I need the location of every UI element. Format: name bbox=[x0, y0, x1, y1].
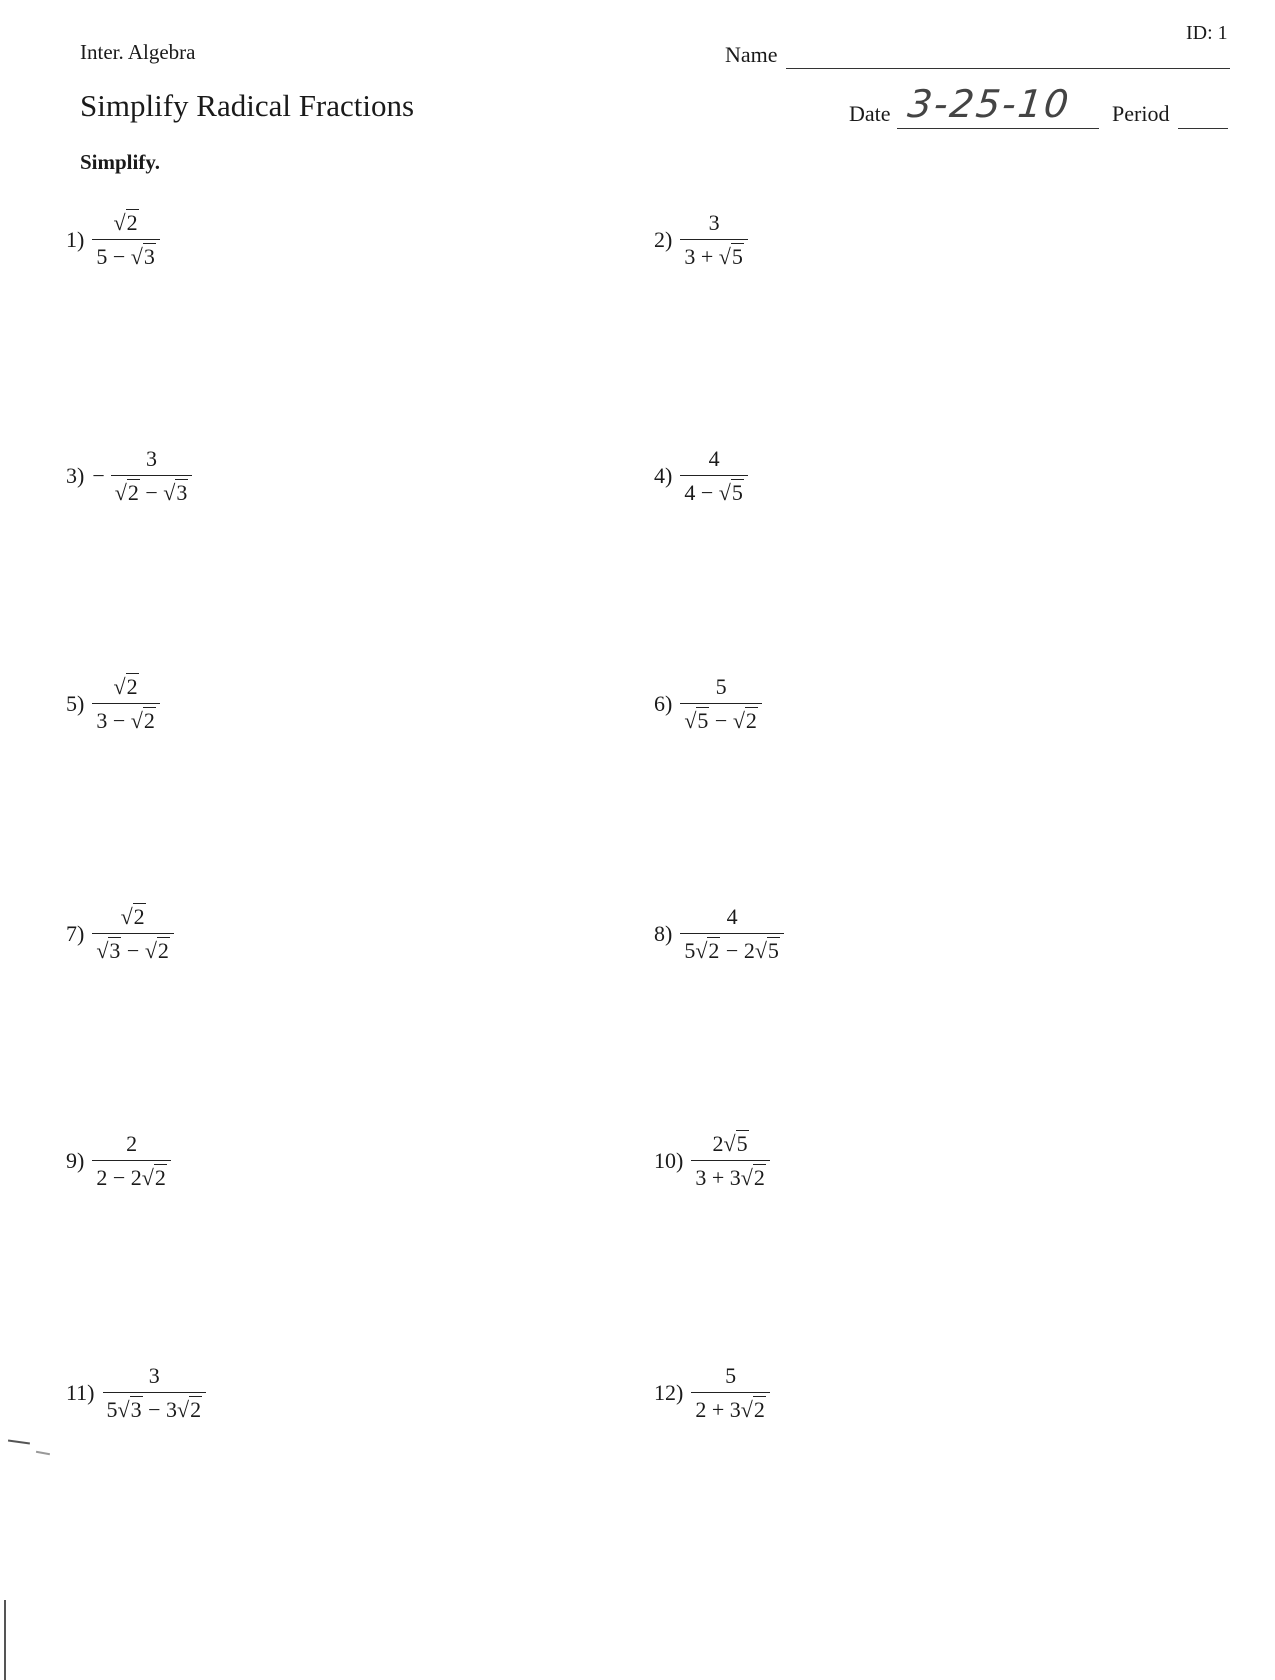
term-text: 3 bbox=[708, 210, 720, 235]
radical bbox=[724, 1131, 749, 1156]
radical bbox=[96, 938, 121, 963]
instructions: Simplify. bbox=[80, 150, 160, 174]
square-root-sign: √ bbox=[163, 480, 176, 506]
problem-item bbox=[66, 210, 160, 270]
problem-number: 4) bbox=[654, 462, 673, 488]
problem-number: 7) bbox=[66, 920, 85, 946]
term-text: 2 − 2 bbox=[96, 1165, 142, 1191]
radicand: 2 bbox=[745, 708, 757, 734]
problem-number: 10) bbox=[654, 1147, 684, 1173]
radical bbox=[684, 708, 709, 733]
problem-number: 1) bbox=[66, 226, 85, 252]
square-root-sign: √ bbox=[144, 938, 157, 964]
radical bbox=[719, 480, 744, 505]
denominator bbox=[103, 1392, 207, 1422]
problem-item bbox=[654, 210, 748, 270]
problem-item bbox=[66, 674, 160, 734]
problem-item bbox=[654, 904, 784, 964]
square-root-sign: √ bbox=[114, 480, 127, 506]
scan-edge bbox=[4, 1600, 6, 1680]
square-root-sign: √ bbox=[695, 938, 708, 964]
term-text: − bbox=[121, 938, 145, 964]
date-field-line[interactable] bbox=[897, 128, 1099, 129]
problem-item bbox=[654, 446, 748, 506]
problem-item bbox=[66, 904, 174, 964]
problem-number: 11) bbox=[66, 1379, 95, 1405]
radicand: 2 bbox=[154, 1165, 166, 1191]
radicand: 5 bbox=[731, 244, 743, 270]
square-root-sign: √ bbox=[684, 708, 697, 734]
fraction bbox=[691, 1131, 770, 1191]
fraction bbox=[680, 904, 784, 964]
radical bbox=[755, 938, 780, 963]
scan-mark bbox=[36, 1451, 50, 1455]
denominator bbox=[691, 1160, 770, 1190]
radical bbox=[131, 708, 156, 733]
term-text: 5 bbox=[725, 1363, 737, 1388]
handwritten-date: 3-25-10 bbox=[905, 82, 1073, 126]
term-text: − bbox=[139, 480, 164, 506]
radicand: 3 bbox=[176, 480, 188, 506]
fraction bbox=[103, 1363, 207, 1423]
fraction bbox=[680, 446, 748, 506]
square-root-sign: √ bbox=[732, 708, 745, 734]
numerator bbox=[709, 1131, 753, 1160]
term-text: 2 bbox=[126, 1131, 138, 1156]
term-text: 4 bbox=[708, 446, 720, 471]
problem-number: 3) bbox=[66, 462, 85, 488]
problem-item bbox=[66, 1363, 206, 1423]
problem-item bbox=[66, 446, 192, 506]
square-root-sign: √ bbox=[718, 480, 731, 506]
worksheet-title: Simplify Radical Fractions bbox=[80, 88, 415, 123]
denominator bbox=[680, 703, 762, 733]
radicand: 2 bbox=[133, 904, 145, 929]
term-text: 2 + 3 bbox=[695, 1397, 741, 1423]
numerator bbox=[712, 674, 731, 703]
fraction bbox=[680, 674, 762, 734]
numerator bbox=[117, 904, 150, 933]
radical bbox=[733, 708, 758, 733]
numerator bbox=[723, 904, 742, 933]
term-text: 5 − bbox=[96, 244, 131, 270]
fraction bbox=[680, 210, 748, 270]
problem-item bbox=[654, 1363, 770, 1423]
radical bbox=[695, 938, 720, 963]
negative-sign: − bbox=[92, 462, 105, 488]
numerator bbox=[122, 1131, 141, 1160]
date-label: Date bbox=[849, 101, 891, 126]
radical bbox=[741, 1397, 766, 1422]
denominator bbox=[92, 703, 160, 733]
term-text: 5 bbox=[106, 1397, 118, 1423]
term-text: 4 bbox=[726, 904, 738, 929]
fraction bbox=[92, 674, 160, 734]
numerator bbox=[142, 446, 161, 475]
square-root-sign: √ bbox=[754, 938, 767, 964]
problem-number: 8) bbox=[654, 920, 673, 946]
numerator bbox=[110, 210, 143, 239]
radicand: 2 bbox=[753, 1165, 765, 1191]
radical bbox=[719, 244, 744, 269]
term-text: 3 bbox=[148, 1363, 160, 1388]
period-label: Period bbox=[1112, 101, 1170, 126]
fraction bbox=[111, 446, 193, 506]
square-root-sign: √ bbox=[117, 1397, 130, 1423]
radicand: 3 bbox=[109, 938, 121, 964]
square-root-sign: √ bbox=[113, 210, 126, 235]
radicand: 5 bbox=[731, 480, 743, 506]
numerator bbox=[721, 1363, 740, 1392]
radical bbox=[177, 1397, 202, 1422]
term-text: 3 − bbox=[96, 708, 131, 734]
radicand: 5 bbox=[697, 708, 709, 734]
term-text: 5 bbox=[684, 938, 696, 964]
problem-number: 12) bbox=[654, 1379, 684, 1405]
denominator bbox=[680, 475, 748, 505]
radical bbox=[114, 210, 139, 235]
term-text: 3 + 3 bbox=[695, 1165, 741, 1191]
term-text: 3 bbox=[146, 446, 158, 471]
square-root-sign: √ bbox=[120, 904, 133, 929]
radical bbox=[145, 938, 170, 963]
radicand: 5 bbox=[767, 938, 779, 964]
problem-number: 5) bbox=[66, 690, 85, 716]
square-root-sign: √ bbox=[723, 1131, 736, 1156]
numerator bbox=[110, 674, 143, 703]
problem-number: 2) bbox=[654, 226, 673, 252]
radicand: 2 bbox=[126, 674, 138, 699]
numerator bbox=[145, 1363, 164, 1392]
scan-mark bbox=[8, 1439, 30, 1444]
square-root-sign: √ bbox=[177, 1397, 190, 1423]
radical bbox=[115, 480, 140, 505]
square-root-sign: √ bbox=[113, 674, 126, 699]
square-root-sign: √ bbox=[130, 244, 143, 270]
radicand: 3 bbox=[143, 244, 155, 270]
radical bbox=[741, 1165, 766, 1190]
denominator bbox=[680, 933, 784, 963]
term-text: 4 − bbox=[684, 480, 719, 506]
radicand: 2 bbox=[126, 210, 138, 235]
problem-item bbox=[654, 674, 762, 734]
course-name: Inter. Algebra bbox=[80, 40, 196, 64]
problem-item bbox=[654, 1131, 770, 1191]
square-root-sign: √ bbox=[740, 1165, 753, 1191]
denominator bbox=[691, 1392, 770, 1422]
term-text: − 3 bbox=[142, 1397, 178, 1423]
problem-number: 6) bbox=[654, 690, 673, 716]
radical bbox=[142, 1165, 167, 1190]
square-root-sign: √ bbox=[718, 244, 731, 270]
denominator bbox=[92, 239, 160, 269]
radicand: 2 bbox=[753, 1397, 765, 1423]
radical bbox=[121, 904, 146, 929]
numerator bbox=[705, 210, 724, 239]
radicand: 2 bbox=[143, 708, 155, 734]
term-text: − 2 bbox=[720, 938, 755, 964]
radical bbox=[118, 1397, 143, 1422]
denominator bbox=[92, 1160, 171, 1190]
term-text: 2 bbox=[712, 1131, 724, 1156]
term-text: 5 bbox=[715, 674, 727, 699]
name-field-line[interactable] bbox=[786, 68, 1230, 69]
radical bbox=[131, 244, 156, 269]
term-text: − bbox=[709, 708, 733, 734]
radicand: 2 bbox=[157, 938, 169, 964]
term-text: 3 + bbox=[684, 244, 719, 270]
fraction bbox=[92, 1131, 171, 1191]
radicand: 5 bbox=[736, 1131, 748, 1156]
denominator bbox=[92, 933, 174, 963]
worksheet-id: ID: 1 bbox=[1186, 22, 1228, 44]
square-root-sign: √ bbox=[740, 1397, 753, 1423]
radicand: 2 bbox=[190, 1397, 202, 1423]
radical bbox=[114, 674, 139, 699]
square-root-sign: √ bbox=[130, 708, 143, 734]
radical bbox=[163, 480, 188, 505]
denominator bbox=[680, 239, 748, 269]
period-field-line[interactable] bbox=[1178, 128, 1228, 129]
fraction bbox=[691, 1363, 770, 1423]
problem-number: 9) bbox=[66, 1147, 85, 1173]
square-root-sign: √ bbox=[96, 938, 109, 964]
numerator bbox=[705, 446, 724, 475]
fraction bbox=[92, 210, 160, 270]
radicand: 2 bbox=[708, 938, 720, 964]
radicand: 2 bbox=[127, 480, 139, 506]
fraction bbox=[92, 904, 174, 964]
problem-item bbox=[66, 1131, 171, 1191]
denominator bbox=[111, 475, 193, 505]
square-root-sign: √ bbox=[141, 1165, 154, 1191]
radicand: 3 bbox=[130, 1397, 142, 1423]
name-label: Name bbox=[725, 42, 778, 67]
